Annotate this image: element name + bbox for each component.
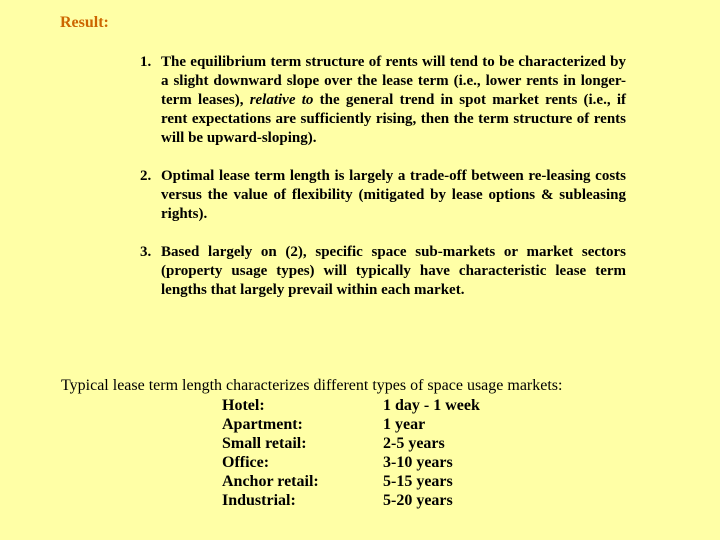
table-row [222,472,480,491]
table-row [222,415,480,434]
result-item-3 [140,243,626,300]
lease-term: 5-15 years [383,473,453,490]
table-row [222,434,480,453]
lease-term-table [222,396,480,510]
usage-type: Anchor retail: [222,473,319,490]
results-list [140,53,626,319]
result-text: The equilibrium term structure of rents will tend to be characterized by a slight downward slope over the lease term (i.e., lower rents in longer-term leases), [161,54,626,108]
usage-type: Small retail: [222,435,307,452]
usage-type: Apartment: [222,416,303,433]
result-item-2 [140,167,626,224]
result-text-end: the general trend in spot market rents (i.e., if rent expectations are sufficiently rising, then the term structure of rents will be upward-sloping). [161,92,626,146]
table-row [222,396,480,415]
usage-type: Office: [222,454,270,471]
result-number: 2. [140,168,152,184]
result-item-1 [140,53,626,148]
result-number: 1. [140,54,152,70]
usage-type: Industrial: [222,492,296,509]
lease-term: 3-10 years [383,454,453,471]
usage-type: Hotel: [222,397,265,414]
result-heading: Result: [60,14,109,31]
result-text: Optimal lease term length is largely a trade-off between re-leasing costs versus the value of flexibility (mitigated by lease options & subleasing rights). [161,168,626,222]
table-row [222,453,480,472]
result-text-italic: relative to [249,92,314,108]
result-number: 3. [140,244,152,260]
result-text: Based largely on (2), specific space sub-markets or market sectors (property usage types) will typically have characteristic lease term lengths that largely prevail within each market. [161,244,626,298]
lease-intro: Typical lease term length characterizes different types of space usage markets: [61,377,563,394]
lease-term: 2-5 years [383,435,445,452]
lease-term: 5-20 years [383,492,453,509]
lease-term: 1 day - 1 week [383,397,480,414]
lease-term: 1 year [383,416,426,433]
table-row [222,491,480,510]
